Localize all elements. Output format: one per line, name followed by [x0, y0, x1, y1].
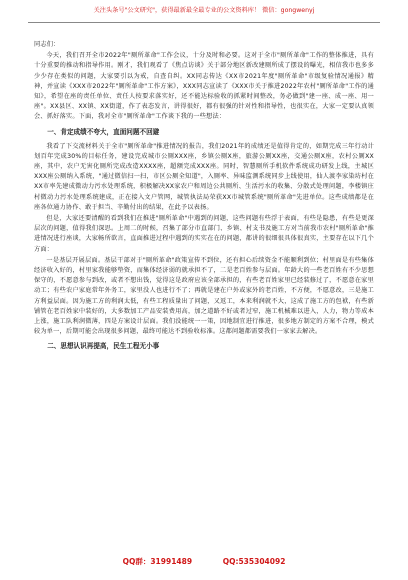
- section-heading-2: 二、思想认识再提高，民生工程无小事: [47, 342, 160, 351]
- section-heading-1: 一、肯定成绩不夸大，直面问题不回避: [47, 127, 160, 136]
- header-divider: [28, 22, 380, 23]
- header-banner: 关注头条号"公文研究"，获得最新最全最专业的公文资料库！ 微信：gongwenyj: [93, 7, 315, 14]
- footer-contact: [0, 556, 408, 567]
- salutation: 同志们：: [34, 41, 60, 48]
- footer-qq-group: QQ群：31991489: [122, 557, 193, 566]
- section1-paragraph-2: 但是，大家还要清醒的看到我们在推进"厕所革命"中遇到的问题，这些问题有些浮于表面，有些是隐患，有些是更深层次的问题，值得我们深思。上周二的时候，召集了部分市直部门、乡镇、村支书及施工方对当前我市农村"厕所革命"推进情况进行座谈，大家畅所欲言，直面推进过程中遇到的实实在在的问题，都讲的很细很具体很真实，主要存在以下几个方面：: [34, 215, 374, 253]
- document-body: [34, 40, 374, 356]
- section1-paragraph-3: 一是基层开展层面。基层干部对于"厕所革命"政策宣传不到位，还有担心后续资金不能顺利到位；村里面是有些集体经济收入好的，村里家我能够垫资，而集体经济弱的就承担不了，二是老百姓参与层面。年龄大的一些老百姓有不少思想保守的，不愿意参与到改，或者不想出钱，觉得这是政府应该全部承担的，有些老百姓家里已经装修过了，不愿意在家里动工；有些农户家庭常年外务工，家里没人也进行不了；再就是建在户外或家外的老百姓，不方便，不愿意改，三是施工方利益层面。因为施工方的利润太低，有些工程质量出了问题，又返工，本来利润就不大，这成了施工方的包袱，有些新铺管在老百姓家中装好的，大多数加工产品安装费用高，加之道路不好或者过窄，施工机械难以进入，人力，物力等成本上涨，施工队利润微薄，四是方案设计层面。我们没能统一一策，因地制宜进行推进，很多地方制定的方案不合理，模式较为单一，后期可能会出现很多问题，最终可能达不到验收标准。这都问题都需要我们一家家去解决。: [34, 256, 374, 336]
- footer-qq-number: QQ:535304092: [222, 557, 286, 566]
- intro-paragraph: 今天，我们召开全市2022年"厕所革命"工作会议，十分及时和必要。这对于全市"厕所革命"工作的整体推进，具有十分重要的推动和指导作用。刚才，我们观看了《焦点访谈》关于部分地区新改建厕所成了摆设的曝光，相信我市也多多少少存在类似的问题，大家要引以为戒，自查自纠。XX同志传达《XX市2021年度"厕所革命"市级复验情况通报》精神，并宣读《XXX市2022年"厕所革命"工作方案》，XXX同志宣读了《XXX市关于推进2022年农村"厕所革命"工作的通知》，希望在座的责任单位、责任人按要求落实好，还不能达标验收的抓紧时间整改，务必做到"建一座、成一座、用一座"。XX县区、XX镇、XX街道，作了表态发言，讲得很好，都有很强的针对性和指导性，也很实在，大家一定要认真领会、抓好落实。下面，我对全市"厕所革命"工作谈下我的一些想法：: [34, 52, 374, 121]
- section1-paragraph-1: 我看了下交流材料关于全市"厕所革命"推进情况的报告，我们2021年的成绩还是值得肯定的，如期完成三年行动计划百年完成30%的目标任务，建设完成城市公厕XXX座，乡镇公厕X座，旅游公厕XX座，交通公厕X座，农村公厕XX座，其中，农户无害化厕所完成改造XXXX座，超额完成XXX座。同时，智慧厕所手机软件系统成功研发上线，主城区XXX座公厕纳入系统，"通过微信扫一扫，市区公厕全知道"，入厕率、异味监测系统同步上线使用，仙人渡李家染坊村在XX市率先建成微动力污水处理系统，积极解决XX家农户和周边公共厕所、生活污水的收集、分散式处理问题，李楼镇庄村微动力污水处理系统建成，正在接入文户管网，城管执法局荣获XX市城管系统"厕所革命"先进单位。这些成绩都是在座各位通力协作、敢于担当、辛勤付出的结果，在此予以表扬。: [34, 142, 374, 211]
